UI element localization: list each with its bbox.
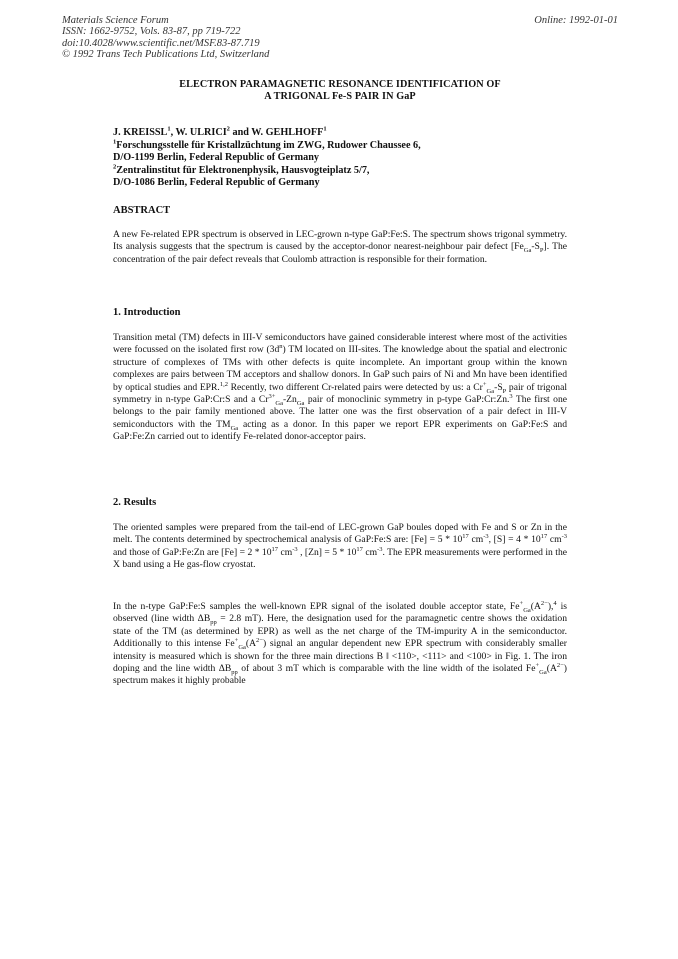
sub: Ga	[275, 399, 283, 407]
sup: n	[279, 343, 283, 351]
sup: 3	[509, 392, 513, 400]
abstract-text	[113, 229, 567, 266]
text: of about 3 mT which is comparable with the line width of the isolated Fe	[237, 663, 536, 675]
author-block	[113, 127, 633, 190]
text: . The EPR measurements were performed in the X band using a He gas-flow cryostat.	[113, 546, 567, 571]
text: Recently, two different Cr-related pairs were detected by us: a Cr	[227, 381, 483, 393]
sup: 4	[553, 599, 557, 607]
sup: 17	[356, 545, 363, 553]
text: The first one belongs to the pair family mentioned above. The latter one was the first observation of a pair defect in III-V semiconductors with the TM	[113, 394, 568, 430]
sub: Ga	[486, 387, 495, 395]
text: cm	[278, 546, 293, 558]
sub: P	[539, 247, 544, 255]
sup: 1	[167, 125, 171, 133]
sub: Ga	[523, 606, 531, 614]
journal-header	[62, 15, 618, 60]
sup: +	[535, 661, 540, 669]
sup: 2−	[540, 599, 548, 607]
journal-name: Materials Science Forum	[62, 15, 169, 26]
text: , [Zn] = 5 * 10	[297, 546, 357, 558]
text: ) spectrum makes it highly probable	[113, 663, 567, 687]
sup: +	[482, 380, 487, 388]
copyright-line: © 1992 Trans Tech Publications Ltd, Switzerland	[62, 48, 270, 60]
sup: 17	[462, 533, 469, 541]
sup: 2−	[256, 637, 263, 645]
text: (A	[546, 663, 557, 675]
text: pair of monoclinic symmetry in p-type GaP:Cr:Zn.	[304, 394, 510, 406]
text: The oriented samples were prepared from the tail-end of LEC-grown GaP boules doped with Fe and S or Zn in the melt. The contents determined by spectrochemical analysis of GaP:Fe:S are: [Fe] = 5 * 10	[113, 522, 567, 546]
affiliation-2	[113, 165, 633, 178]
sub: pp	[210, 619, 217, 627]
affiliation-1	[113, 140, 633, 153]
abstract-heading: ABSTRACT	[113, 205, 171, 216]
sup: -3	[483, 533, 489, 541]
text: pair of trigonal symmetry in n-type GaP:Cr:S and a Cr	[113, 381, 567, 406]
text: Transition metal (TM) defects in III-V semiconductors have gained considerable interest where most of the activities were focussed on the isolated first row (3d	[113, 332, 567, 356]
intro-heading: 1. Introduction	[113, 307, 181, 318]
text: cm	[362, 546, 378, 558]
text: A new Fe-related EPR spectrum is observed in LEC-grown n-type GaP:Fe:S. The spectrum shows trigonal symmetry. Its analysis suggests that the spectrum is caused by the acceptor-donor nearest-neighbour pair defect [Fe	[113, 229, 567, 253]
sub: Ga	[296, 399, 305, 407]
sup: -3	[377, 545, 383, 553]
sub: Ga	[539, 668, 547, 676]
author-names	[113, 127, 633, 140]
affiliation-1-city: D/O-1199 Berlin, Federal Republic of Germany	[113, 152, 319, 163]
text: cm	[547, 534, 562, 546]
affiliation-2-city: D/O-1086 Berlin, Federal Republic of Germany	[113, 177, 320, 188]
sup: 17	[271, 545, 279, 553]
text: (A	[530, 601, 541, 612]
sub: P	[502, 387, 507, 395]
text: , [S] = 4 * 10	[488, 534, 541, 546]
text: ) TM located on III-sites. The knowledge about the spatial and electronic structure of complexes of TMs with other defects is quite incomplete. An important group within the known complexes are pairs between TM acceptors and shallow donors. In GaP such pairs of Ni and Mn have been identified by optical studies and EPR.	[113, 344, 567, 393]
results-text-1	[113, 522, 567, 572]
title-line-1: ELECTRON PARAMAGNETIC RESONANCE IDENTIFICATION OF	[179, 79, 501, 90]
author-kreissl: J. KREISSL	[113, 127, 168, 138]
results-heading: 2. Results	[113, 497, 157, 508]
sup: 1	[113, 138, 117, 146]
sub: Ga	[523, 247, 532, 255]
text: (A	[245, 638, 257, 650]
text: is observed (line width ΔB	[113, 601, 567, 625]
sup: 1	[323, 125, 327, 133]
text: ) signal an angular dependent new EPR spectrum with considerably smaller intensity is measured which is shown for the three main directions B ‖ <110>, <111> and <100> in Fig. 1. The iron doping and the line width ΔB	[113, 638, 567, 675]
sup: 3+	[268, 392, 276, 400]
sub: Ga	[230, 424, 239, 432]
paper-title	[62, 79, 618, 103]
issn-line: ISSN: 1662-9752, Vols. 83-87, pp 719-722	[62, 26, 241, 38]
author-ulrici: , W. ULRICI	[170, 127, 227, 138]
doi-line: doi:10.4028/www.scientific.net/MSF.83-87.719	[62, 37, 260, 49]
intro-text	[113, 332, 567, 444]
sub: Ga	[238, 644, 246, 652]
sup: 2	[226, 125, 230, 133]
sup: 2−	[556, 661, 564, 669]
title-line-2: A TRIGONAL Fe-S PAIR IN GaP	[264, 91, 416, 102]
text: -Zn	[282, 394, 297, 406]
text: In the n-type GaP:Fe:S samples the well-known EPR signal of the isolated double acceptor state, Fe	[113, 601, 520, 612]
text: -S	[531, 241, 540, 253]
text: ),	[547, 601, 554, 612]
sup: +	[519, 599, 524, 607]
sup: 17	[540, 533, 548, 541]
sup: +	[234, 637, 239, 645]
results-text-2	[113, 601, 567, 688]
sup: 1,2	[219, 380, 228, 388]
sup: -3	[292, 545, 298, 553]
sup: -3	[561, 533, 568, 541]
sub: pp	[231, 668, 238, 676]
text: acting as a donor. In this paper we report EPR experiments on GaP:Fe:S and GaP:Fe:Zn carried out to identify Fe-related donor-acceptor pairs.	[113, 418, 568, 443]
aff-text: Zentralinstitut für Elektronenphysik, Hausvogteiplatz 5/7,	[116, 164, 370, 176]
online-date: Online: 1992-01-01	[534, 15, 618, 26]
author-gehlhoff: and W. GEHLHOFF	[229, 127, 324, 138]
text: = 2.8 mT). Here, the designation used for the paramagnetic centre shows the oxidation state of the TM (as determined by EPR) as well as the net charge of the TM-impurity A in the semiconductor. Additionally to this intense Fe	[113, 613, 567, 650]
text: ]. The concentration of the pair defect reveals that Coulomb attraction is responsible for their formation.	[113, 241, 568, 265]
text: cm	[468, 534, 484, 546]
text: -S	[494, 381, 503, 393]
sup: 2	[113, 163, 117, 171]
aff-text: Forschungsstelle für Kristallzüchtung im ZWG, Rudower Chaussee 6,	[116, 139, 421, 151]
text: and those of GaP:Fe:Zn are [Fe] = 2 * 10	[113, 546, 272, 558]
